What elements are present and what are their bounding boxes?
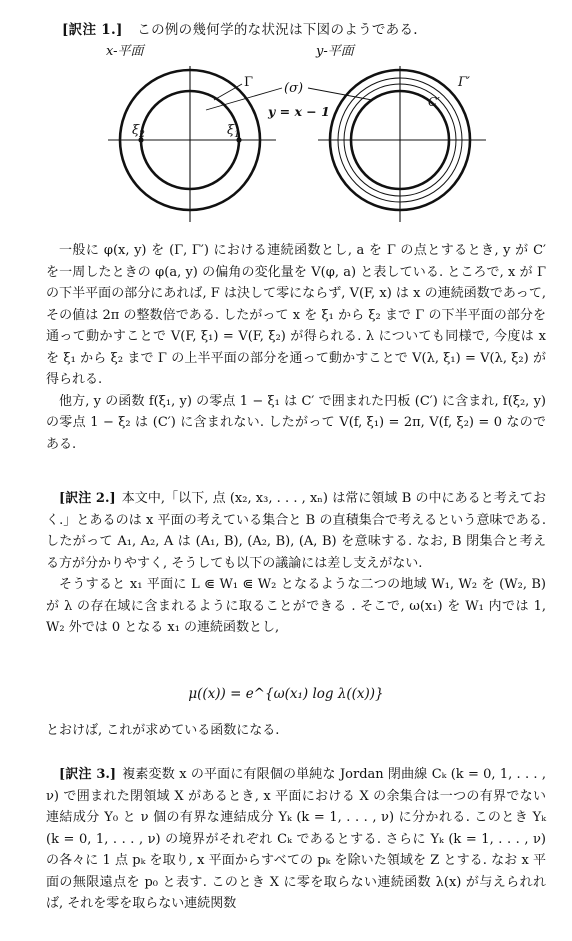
y-plane-title: y-平面 (316, 44, 354, 59)
note3-text: 複素変数 x の平面に有限個の単純な Jordan 閉曲線 Cₖ (k = 0, 1, . . . , ν) で囲まれた閉領域 X があるとき, x 平面における X の余集合は一つの有界でない連結成分 Y₀ と ν 個の有界な連結成分 Yₖ (k = 1, . . . , ν) に分かれる. このとき Yₖ (k = 0, 1, . . . , ν) の境界がそれぞれ Cₖ であるとする. さらに Yₖ (k = 1, . . . , ν) の各々に 1 点 pₖ を取り, x 平面からすべての pₖ を除いた領域を Z とする. なお x 平面の無限遠点を p₀ と表す. このとき X に零を取らない連続函数 λ(x) が与えられれば, それを零を取らない連続関数 (46, 767, 547, 911)
y-plane-diagram (315, 44, 486, 222)
note1-text: この例の幾何学的な状況は下図のようである. (137, 22, 418, 38)
line-equation: y = x − 1 (268, 104, 330, 119)
note1-body (46, 240, 546, 455)
note2-paragraph: そうすると x₁ 平面に L ⋐ W₁ ⋐ W₂ となるような二つの地域 W₁, W₂ を (W₂, B) が λ の存在域に含まれるように取ることができる . そこで, ω(x₁) を W₁ 内では 1, W₂ 外では 0 となる x₁ の連続函数とし, (46, 577, 546, 635)
note3-tag: [訳注 3.] (59, 767, 117, 782)
x-plane-title: x-平面 (106, 44, 144, 59)
x-plane-diagram (106, 44, 276, 222)
gamma-prime-label: Γ′ (458, 75, 470, 90)
xi2-label: $\xi_2$ (132, 123, 145, 140)
note2-block (46, 488, 546, 639)
note2-paragraph: 本文中,「以下, 点 (x₂, x₃, . . . , xₙ) は常に領域 B の中にあると考えておく.」とあるのは x 平面の考えている集合と B の直積集合で考えるという意味である. したがって A₁, A₂, A は (A₁, B), (A₂, B), (A, B) を意味する. なお, B 閉集合と考える方が分かりやすく, そうしても以下の議論には差し支えがない. (46, 491, 546, 571)
note1-tag: [訳注 1.] (62, 22, 123, 38)
xi1-label: $\xi_1$ (227, 123, 240, 140)
c-prime-label: C′ (428, 95, 440, 109)
note2-tag: [訳注 2.] (59, 491, 116, 506)
gamma-leader (214, 84, 242, 100)
note2-after (46, 720, 546, 742)
note1-paragraph: 他方, y の函数 f(ξ₁, y) の零点 1 − ξ₁ は C′ で囲まれた円板 (C′) に含まれ, f(ξ₂, y) の零点 1 − ξ₂ は (C′) に含まれない. したがって V(f, ξ₁) = 2π, V(f, ξ₂) = 0 なのである. (46, 393, 546, 452)
mu-formula: μ((x)) = e^{ω(x₁) log λ((x))} (188, 686, 384, 702)
note1-paragraph: 一般に φ(x, y) を (Γ, Γ′) における連続函数とし, a を Γ の点とするとき, y が C′ を一周したときの φ(a, y) の偏角の変化量を V(φ, a) と表している. ところで, x が Γ の下半平面の部分にあれば, F は決して零にならず, V(F, x) は x の連続函数であって, その値は 2π の整数倍である. したがって x を ξ₁ から ξ₂ まで Γ の下半平面の部分を通って動かすことで V(F, ξ₁) = V(F, ξ₂) が得られる. λ についても同様で, 今度は x を ξ₁ から ξ₂ まで Γ の上半平面の部分を通って動かすことで V(λ, ξ₁) = V(λ, ξ₂) が得られる. (46, 243, 546, 387)
gamma-label: Γ (244, 75, 254, 90)
sigma-label: (σ) (284, 81, 304, 96)
geometry-figure (0, 0, 572, 240)
note3-block (46, 764, 546, 915)
note2-after-text: とおけば, これが求めている函数になる. (46, 723, 280, 738)
